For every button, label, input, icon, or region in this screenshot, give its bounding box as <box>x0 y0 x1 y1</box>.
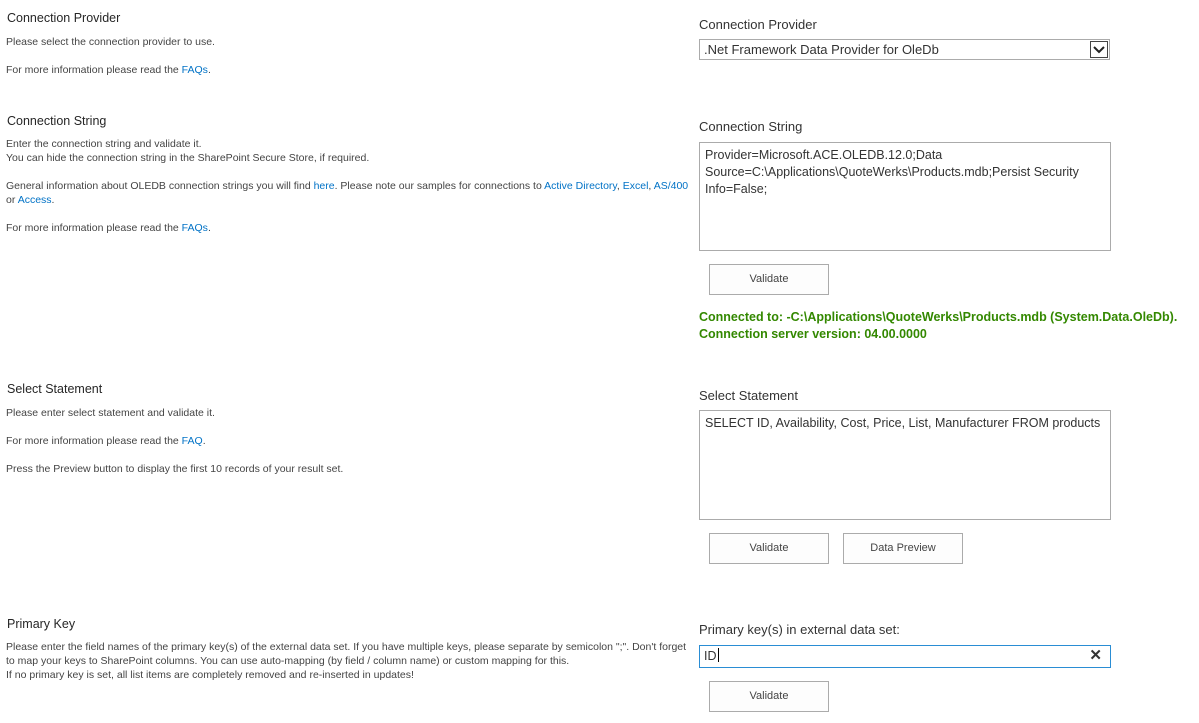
as400-link[interactable]: AS/400 <box>653 180 689 192</box>
primary-key-desc-1: Please enter the field names of the primary key(s) of the external data set. If you have multiple keys, please separate by semicolon ";". Don't forget <box>6 641 687 653</box>
connection-provider-title: Connection Provider <box>7 11 121 25</box>
primary-key-input[interactable] <box>699 645 1111 668</box>
connection-string-line-2: Source=C:\Applications\QuoteWerks\Products.mdb;Persist Security <box>705 165 1079 179</box>
chevron-down-icon[interactable] <box>1090 41 1108 58</box>
connection-string-textarea[interactable] <box>699 142 1111 251</box>
faq-prefix: For more information please read the <box>6 222 182 234</box>
connection-provider-label: Connection Provider <box>699 17 817 32</box>
connection-string-label: Connection String <box>699 119 803 134</box>
here-link[interactable]: here <box>313 180 335 192</box>
validate-select-button[interactable]: Validate <box>709 533 829 564</box>
connection-string-title: Connection String <box>7 114 107 128</box>
data-preview-button[interactable]: Data Preview <box>843 533 963 564</box>
connection-provider-selected-value: .Net Framework Data Provider for OleDb <box>704 42 939 57</box>
primary-key-desc-3: If no primary key is set, all list items are completely removed and re-inserted in updates! <box>6 669 414 681</box>
select-statement-textarea[interactable] <box>699 410 1111 520</box>
primary-key-label: Primary key(s) in external data set: <box>699 622 900 637</box>
connection-string-desc-1: Enter the connection string and validate it. <box>6 138 202 150</box>
or-text: or <box>6 194 18 206</box>
excel-link[interactable]: Excel <box>622 180 649 192</box>
select-statement-title: Select Statement <box>7 382 103 396</box>
validate-connection-button[interactable]: Validate <box>709 264 829 295</box>
select-statement-desc-3: Press the Preview button to display the first 10 records of your result set. <box>6 463 344 475</box>
clear-icon[interactable]: ✕ <box>1089 647 1102 664</box>
faq-suffix: . <box>207 64 211 76</box>
info-prefix: General information about OLEDB connection strings you will find <box>6 180 314 192</box>
active-directory-link[interactable]: Active Directory <box>544 180 617 192</box>
connection-status-line-1: Connected to: -C:\Applications\QuoteWerks\Products.mdb (System.Data.OleDb). <box>699 310 1178 324</box>
connection-string-faq-text <box>6 221 211 235</box>
faq-suffix: . <box>202 435 206 447</box>
select-statement-value: SELECT ID, Availability, Cost, Price, List, Manufacturer FROM products <box>705 416 1101 430</box>
access-link[interactable]: Access <box>17 194 52 206</box>
connection-string-desc-2: You can hide the connection string in the SharePoint Secure Store, if required. <box>6 152 370 164</box>
connection-status-line-2: Connection server version: 04.00.0000 <box>699 327 927 341</box>
comma-2: , <box>648 180 654 192</box>
comma-1: , <box>616 180 623 192</box>
validate-primary-key-button[interactable]: Validate <box>709 681 829 712</box>
primary-key-title: Primary Key <box>7 617 76 631</box>
faq-prefix: For more information please read the <box>6 435 182 447</box>
connection-provider-select[interactable] <box>699 39 1110 60</box>
connection-string-info-2 <box>6 193 54 207</box>
select-statement-faq-text <box>6 434 206 448</box>
select-statement-desc-1: Please enter select statement and validate it. <box>6 407 215 419</box>
connection-string-line-3: Info=False; <box>705 182 768 196</box>
faq-suffix: . <box>207 222 211 234</box>
connection-string-info <box>6 179 688 193</box>
faq-link[interactable]: FAQ <box>181 435 203 447</box>
connection-provider-faq-text <box>6 63 211 77</box>
faqs-link[interactable]: FAQs <box>181 222 208 234</box>
faq-prefix: For more information please read the <box>6 64 182 76</box>
connection-string-line-1: Provider=Microsoft.ACE.OLEDB.12.0;Data <box>705 148 943 162</box>
info-mid: . Please note our samples for connections to <box>334 180 545 192</box>
text-cursor <box>718 648 719 662</box>
select-statement-label: Select Statement <box>699 388 798 403</box>
faqs-link[interactable]: FAQs <box>181 64 208 76</box>
period: . <box>51 194 55 206</box>
connection-provider-description: Please select the connection provider to use. <box>6 36 215 48</box>
primary-key-value: ID <box>704 649 717 663</box>
primary-key-desc-2: to map your keys to SharePoint columns. You can use auto-mapping (by field / column name) or custom mapping for this. <box>6 655 570 667</box>
